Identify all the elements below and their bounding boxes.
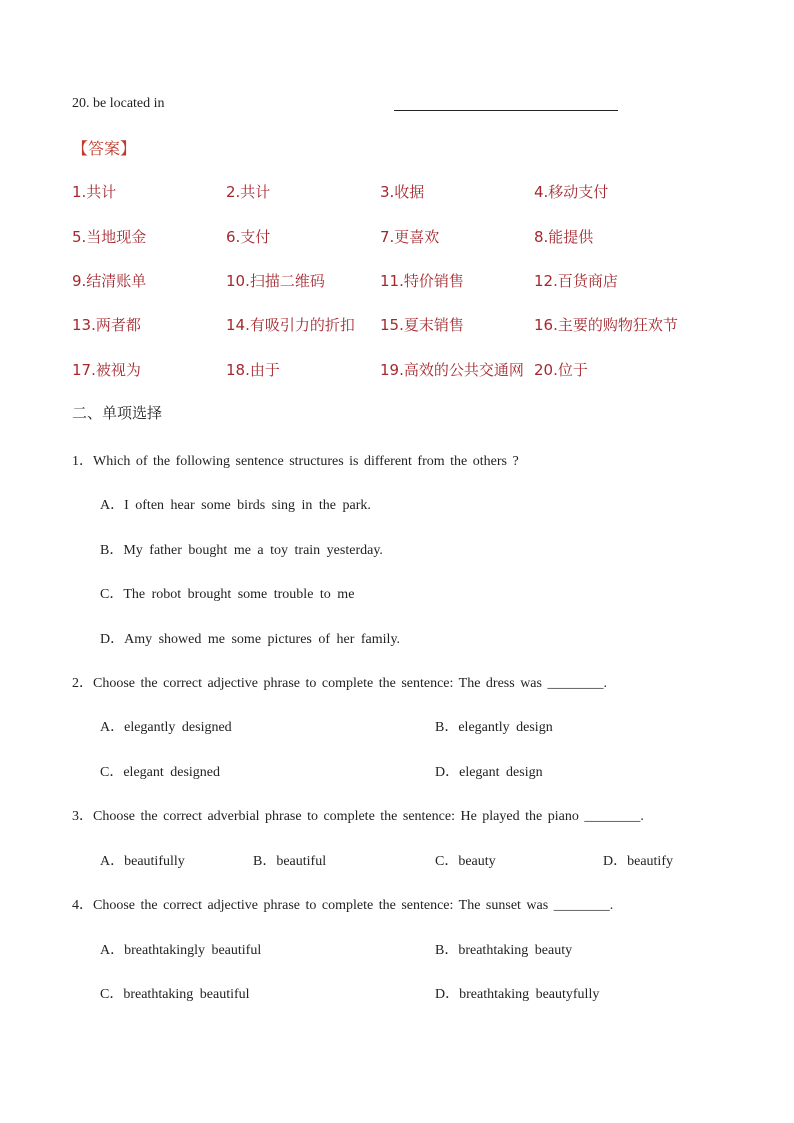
question-option: C．The robot brought some trouble to me <box>100 587 355 602</box>
answer-item: 20.位于 <box>534 361 588 379</box>
answer-item: 2.共计 <box>226 183 271 201</box>
question-option: B．My father bought me a toy train yesterday. <box>100 543 383 558</box>
answer-item: 17.被视为 <box>72 361 141 379</box>
question-stem: 2．Choose the correct adjective phrase to complete the sentence: The dress was ________. <box>72 676 607 691</box>
question-option: B．elegantly design <box>435 720 553 735</box>
answer-item: 7.更喜欢 <box>380 228 440 246</box>
question-option: A．breathtakingly beautiful <box>100 943 262 958</box>
fill-item-text: 20. be located in <box>72 96 165 111</box>
question-stem: 4．Choose the correct adjective phrase to complete the sentence: The sunset was ________. <box>72 898 614 913</box>
question-option: C．breathtaking beautiful <box>100 987 250 1002</box>
answer-item: 16.主要的购物狂欢节 <box>534 316 678 334</box>
answer-item: 13.两者都 <box>72 316 141 334</box>
fill-item-20 <box>72 96 165 112</box>
question-option: C．elegant designed <box>100 765 221 780</box>
answer-item: 15.夏末销售 <box>380 316 464 334</box>
question-option: D．breathtaking beautyfully <box>435 987 600 1002</box>
question-option: D．beautify <box>603 854 673 869</box>
question-option: B．beautiful <box>253 854 327 869</box>
answer-item: 18.由于 <box>226 361 280 379</box>
answer-item: 5.当地现金 <box>72 228 147 246</box>
question-stem: 1．Which of the following sentence structures is different from the others ? <box>72 454 519 469</box>
question-option: A．elegantly designed <box>100 720 232 735</box>
answer-item: 4.移动支付 <box>534 183 609 201</box>
answer-item: 1.共计 <box>72 183 117 201</box>
question-stem: 3．Choose the correct adverbial phrase to complete the sentence: He played the piano ________. <box>72 809 644 824</box>
question-option: D．elegant design <box>435 765 543 780</box>
answer-item: 14.有吸引力的折扣 <box>226 316 355 334</box>
answer-item: 19.高效的公共交通网 <box>380 361 524 379</box>
answer-item: 8.能提供 <box>534 228 594 246</box>
answer-item: 3.收据 <box>380 183 425 201</box>
answer-header: 【答案】 <box>72 139 137 158</box>
question-option: B．breathtaking beauty <box>435 943 573 958</box>
answer-item: 12.百货商店 <box>534 272 618 290</box>
answer-item: 11.特价销售 <box>380 272 464 290</box>
question-option: D．Amy showed me some pictures of her family. <box>100 632 401 647</box>
question-option: A．beautifully <box>100 854 185 869</box>
answer-item: 6.支付 <box>226 228 271 246</box>
answer-item: 9.结清账单 <box>72 272 147 290</box>
answer-item: 10.扫描二维码 <box>226 272 325 290</box>
section-title: 二、单项选择 <box>72 404 163 422</box>
question-option: C．beauty <box>435 854 496 869</box>
answer-blank-line <box>394 110 618 111</box>
question-option: A．I often hear some birds sing in the park. <box>100 498 371 513</box>
